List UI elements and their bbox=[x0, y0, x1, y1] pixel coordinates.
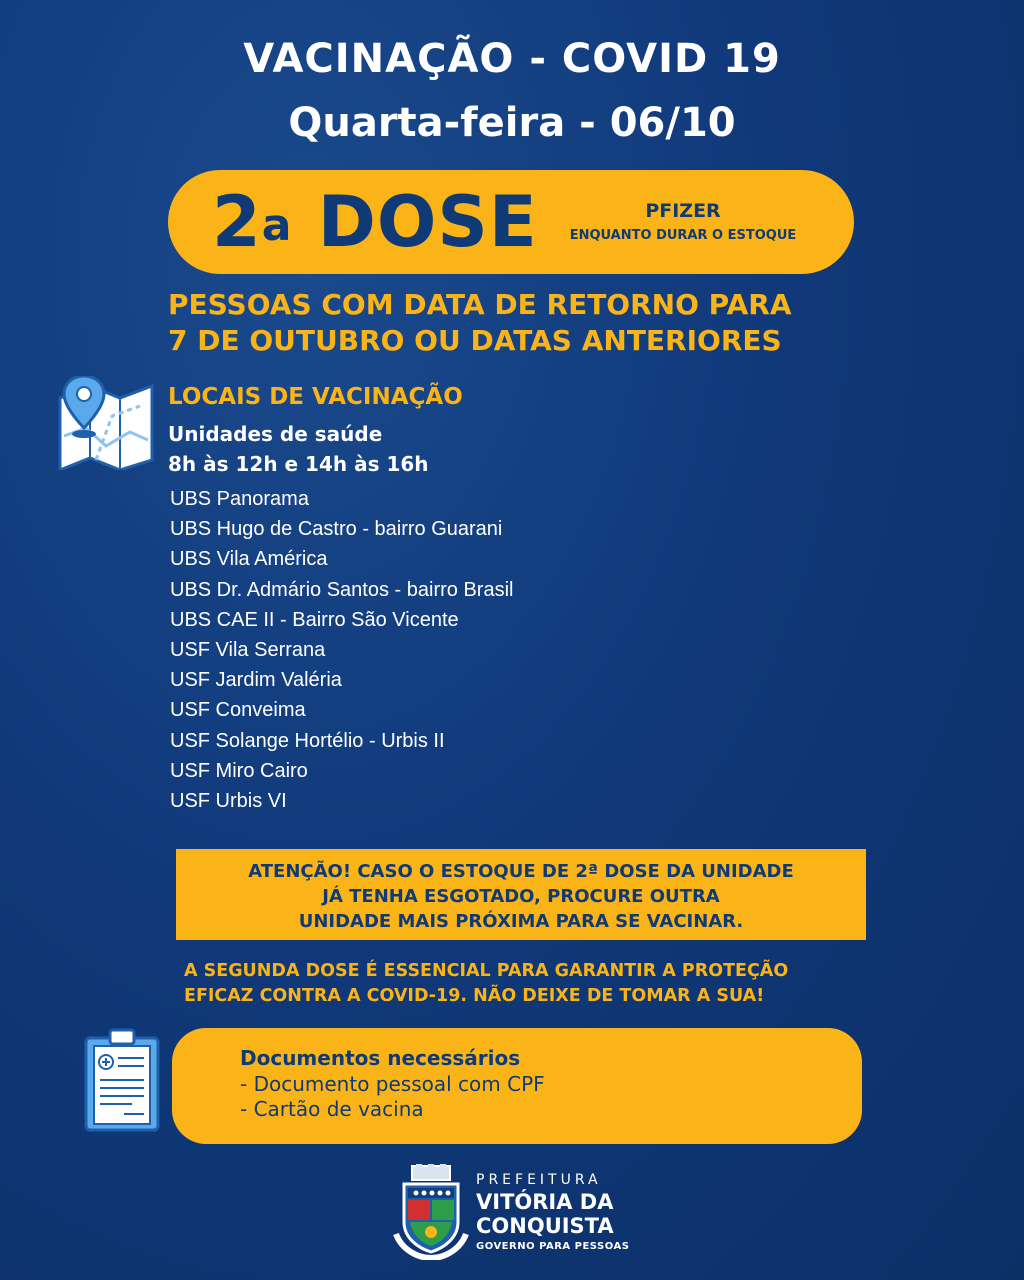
essential-line-1: A SEGUNDA DOSE É ESSENCIAL PARA GARANTIR A PROTEÇÃO bbox=[184, 961, 789, 981]
vaccine-name: PFIZER bbox=[645, 200, 721, 222]
attention-label: ATENÇÃO! bbox=[248, 861, 352, 882]
list-item: USF Urbis VI bbox=[170, 789, 287, 812]
clipboard-icon bbox=[82, 1028, 162, 1132]
documents-title: Documentos necessários bbox=[240, 1046, 521, 1070]
attention-line-1 bbox=[176, 859, 866, 884]
list-item: UBS Dr. Admário Santos - bairro Brasil bbox=[170, 578, 514, 601]
city-crest-icon bbox=[392, 1164, 470, 1260]
attention-text bbox=[176, 859, 866, 934]
list-item: USF Solange Hortélio - Urbis II bbox=[170, 729, 445, 752]
list-item: USF Jardim Valéria bbox=[170, 669, 342, 692]
attention-line-1-text: CASO O ESTOQUE DE 2ª DOSE DA UNIDADE bbox=[357, 861, 794, 882]
audience-text bbox=[168, 287, 888, 359]
list-item: UBS Hugo de Castro - bairro Guarani bbox=[170, 518, 503, 541]
audience-line-1: PESSOAS COM DATA DE RETORNO PARA bbox=[168, 288, 792, 321]
dose-number: 2 bbox=[212, 181, 262, 263]
document-item: - Documento pessoal com CPF bbox=[240, 1072, 545, 1096]
list-item: USF Conveima bbox=[170, 699, 306, 722]
essential-notice bbox=[184, 959, 884, 1009]
list-item: USF Miro Cairo bbox=[170, 759, 308, 782]
logo-name-line-2: CONQUISTA bbox=[476, 1214, 614, 1238]
logo-slogan: GOVERNO PARA PESSOAS bbox=[476, 1241, 630, 1252]
locations-heading: LOCAIS DE VACINAÇÃO bbox=[168, 384, 463, 410]
dose-label bbox=[212, 178, 538, 266]
health-units-list bbox=[170, 484, 513, 816]
logo-city-name bbox=[476, 1190, 614, 1238]
logo-name-line-1: VITÓRIA DA bbox=[476, 1190, 614, 1214]
document-item: - Cartão de vacina bbox=[240, 1097, 424, 1121]
attention-line-2: JÁ TENHA ESGOTADO, PROCURE OUTRA bbox=[322, 886, 720, 907]
dose-ordinal: a bbox=[261, 200, 293, 251]
dose-word: DOSE bbox=[317, 181, 538, 263]
list-item: UBS CAE II - Bairro São Vicente bbox=[170, 608, 459, 631]
list-item: USF Vila Serrana bbox=[170, 638, 326, 661]
list-item: UBS Vila América bbox=[170, 548, 328, 571]
audience-line-2: 7 DE OUTUBRO OU DATAS ANTERIORES bbox=[168, 324, 782, 357]
locations-subheading: Unidades de saúde bbox=[168, 422, 383, 446]
opening-hours: 8h às 12h e 14h às 16h bbox=[168, 452, 429, 476]
page-title: VACINAÇÃO - COVID 19 bbox=[243, 36, 781, 82]
essential-line-2: EFICAZ CONTRA A COVID-19. NÃO DEIXE DE TOMAR A SUA! bbox=[184, 986, 765, 1006]
map-location-icon bbox=[56, 376, 156, 470]
list-item: UBS Panorama bbox=[170, 488, 309, 510]
page-date: Quarta-feira - 06/10 bbox=[288, 100, 736, 146]
stock-note: ENQUANTO DURAR O ESTOQUE bbox=[569, 228, 797, 243]
attention-line-3: UNIDADE MAIS PRÓXIMA PARA SE VACINAR. bbox=[298, 911, 744, 932]
logo-prefix: PREFEITURA bbox=[476, 1172, 602, 1188]
